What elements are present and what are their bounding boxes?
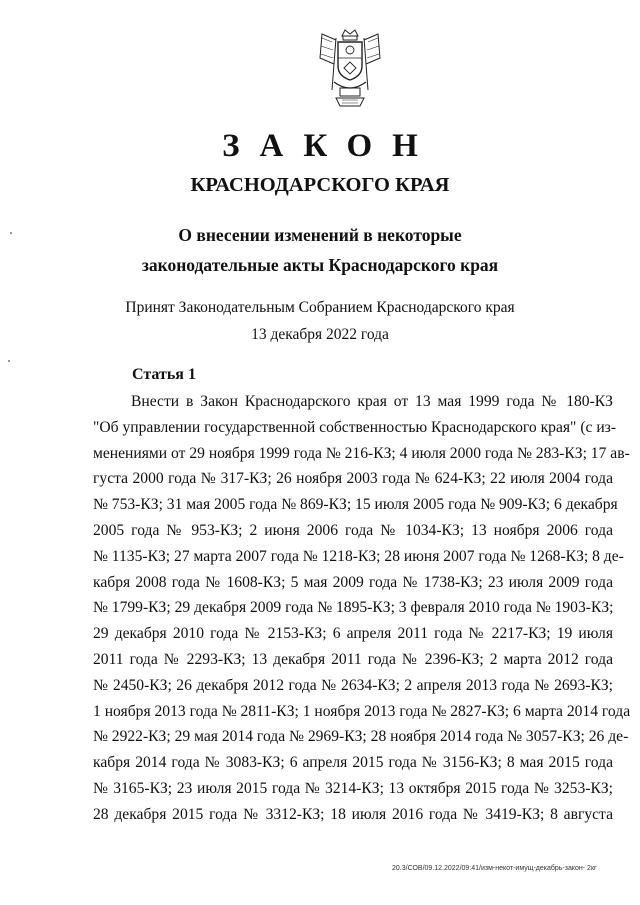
scan-margin-mark bbox=[10, 232, 12, 234]
law-subject bbox=[0, 220, 640, 280]
law-subject-line-2: законодательные акты Краснодарского края bbox=[141, 255, 499, 275]
article-line: 1 ноября 2013 года № 2811-КЗ; 1 ноября 2013 года № 2827-КЗ; 6 марта 2014 года bbox=[93, 702, 631, 720]
article-line: 28 декабря 2015 года № 3312-КЗ; 18 июля 2016 года № 3419-КЗ; 8 августа bbox=[93, 805, 613, 823]
article-line: № 1799-КЗ; 29 декабря 2009 года № 1895-КЗ; 3 февраля 2010 года № 1903-КЗ; bbox=[93, 599, 614, 617]
article-line: № 753-КЗ; 31 мая 2005 года № 869-КЗ; 15 июля 2005 года № 909-КЗ; 6 декабря bbox=[93, 496, 618, 514]
article-line: менениями от 29 ноября 1999 года № 216-КЗ; 4 июля 2000 года № 283-КЗ; 17 ав- bbox=[93, 444, 630, 462]
article-line: кабря 2014 года № 3083-КЗ; 6 апреля 2015 года № 3156-КЗ; 8 мая 2015 года bbox=[93, 754, 613, 772]
article-line: № 2450-КЗ; 26 декабря 2012 года № 2634-КЗ; 2 апреля 2013 года № 2693-КЗ; bbox=[93, 676, 613, 694]
article-body bbox=[93, 389, 631, 828]
law-subject-line-1: О внесении изменений в некоторые bbox=[178, 225, 462, 245]
article-line: № 2922-КЗ; 29 мая 2014 года № 2969-КЗ; 28 ноября 2014 года № 3057-КЗ; 26 де- bbox=[93, 728, 629, 746]
article-heading: Статья 1 bbox=[132, 366, 196, 383]
region-title: КРАСНОДАРСКОГО КРАЯ bbox=[190, 174, 450, 196]
article-line: № 1135-КЗ; 27 марта 2007 года № 1218-КЗ; 28 июня 2007 года № 1268-КЗ; 8 де- bbox=[93, 547, 624, 565]
article-line: № 3165-КЗ; 23 июля 2015 года № 3214-КЗ; 13 октября 2015 года № 3253-КЗ; bbox=[93, 779, 613, 797]
article-line: 2011 года № 2293-КЗ; 13 декабря 2011 года № 2396-КЗ; 2 марта 2012 года bbox=[93, 650, 613, 668]
article-line: 29 декабря 2010 года № 2153-КЗ; 6 апреля 2011 года № 2217-КЗ; 19 июля bbox=[93, 625, 613, 643]
adoption-date: 13 декабря 2022 года bbox=[251, 326, 389, 343]
adoption-body: Принят Законодательным Собранием Краснодарского края bbox=[125, 299, 515, 316]
document-type-title: ЗАКОН bbox=[222, 128, 438, 164]
krasnodar-coat-of-arms-icon bbox=[314, 28, 386, 110]
file-path-footer: 20.3/СОВ/09.12.2022/09:41/изм-некот-имущ-декабрь-закон- 2кг bbox=[392, 865, 597, 872]
adoption-note bbox=[0, 294, 640, 348]
article-line: кабря 2008 года № 1608-КЗ; 5 мая 2009 года № 1738-КЗ; 23 июля 2009 года bbox=[93, 573, 613, 591]
article-line: густа 2000 года № 317-КЗ; 26 ноября 2003 года № 624-КЗ; 22 июля 2004 года bbox=[93, 470, 613, 488]
article-line: "Об управлении государственной собственностью Краснодарского края" (с из- bbox=[93, 418, 617, 436]
scan-margin-mark bbox=[8, 360, 10, 362]
article-line: Внести в Закон Краснодарского края от 13 мая 1999 года № 180-КЗ bbox=[131, 393, 613, 410]
article-line: 2005 года № 953-КЗ; 2 июня 2006 года № 1034-КЗ; 13 ноября 2006 года bbox=[93, 521, 613, 539]
